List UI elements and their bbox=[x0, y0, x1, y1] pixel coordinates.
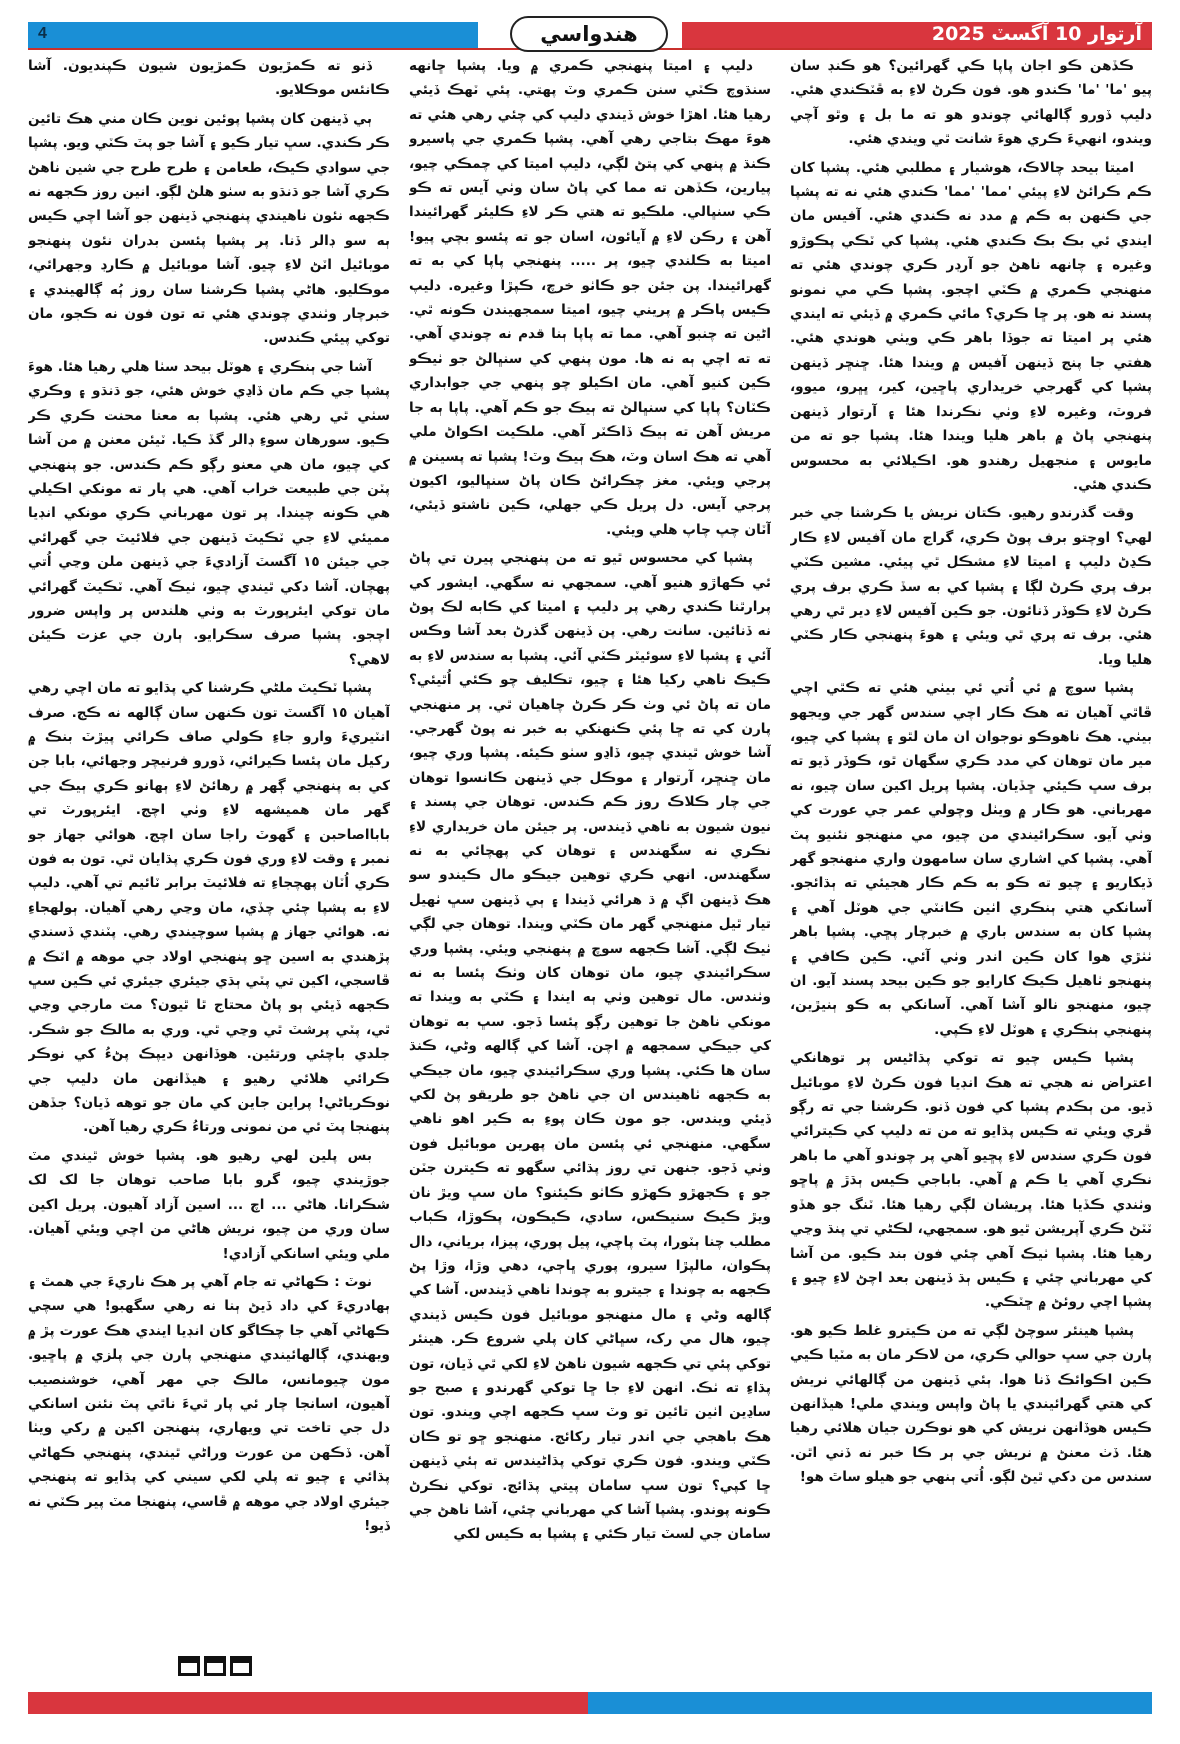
paragraph: وقت گذرندو رهيو. ڪتان نريش يا ڪرشنا جي خبر لهي؟ اوچتو برف پوڻ ڪري، گراج مان آفيس لاءِ ڪار ڪڍڻ دليپ ۽ اميتا لاءِ مشڪل ٿي پيئي. مشين ڪٽي برف پري ڪرڻ لڳا ۽ پشپا کي به سڏ ڪري برف پري ڪرڻ لاءِ ڪوڏر ڏنائون. جو ڪين آفيس لاءِ دير ٿي رهي هئي. برف ته پري ٿي ويئي ۽ هوءَ پنهنجي ڪار ڪٽي هليا ويا. bbox=[790, 505, 1152, 668]
paragraph: نوٽ : ڪهاڻي ته جام آهي پر هڪ ناريءَ جي همٿ ۽ ٻهادريءَ کي داد ڏيڻ ٻنا نه رهي سگهبو! هي سچي ڪهاڻي آهي جا چڪاگو کان انڊيا ايندي هڪ عورت پڙ ۾ ويهندي، ڳالهائيندي منهنجي پارن جي پلزي ۾ پاڇيو. مون چيومانس، مالڪ جي مهر آهي، خوشنصيب آهيون، اسانجا چار ئي پار ٿيءَ ناٿي پٽ نئنن اسانکي دل جي تاخت تي ويهاري، پنهنجن اکين ۾ رکي ويٺا آهن. ڏڪهن من عورت وراڻي ٿيندي، پنهنجي ڪهاڻي پڌائي ۽ چيو ته پلي لکي سيني کي پڌايو ته پنهنجي جيئري اولاد جي موهه ۾ ڦاسي، پنهنجا مٽ پير ڪٽي نه ڏيو! bbox=[28, 1273, 390, 1534]
article-columns bbox=[28, 54, 1152, 1688]
paragraph: آشا جي ٻنڪري ۽ هوٽل بيحد سٺا هلي رهيا هئا. هوءَ پشپا جي ڪم مان ڏاڍي خوش هئي، جو ڌنڌو ۽ وڪري سٺي ٿي رهي هئي. پشپا به معنا محنت ڪري ڪر ڪيو. سورهان سوءِ ڊالر گڏ ڪيا. ٽيئن معنن ۾ من آشا کي چيو، مان هي معنو رڳو ڪم ڪندس. جو پنهنجي پٽن جي طبيعت خراب آهي. هي پار ته مونکي اڪيلي هي ڪونه چيندا. پر تون مهرباني ڪري مونکي انڊيا مميئي لاءِ جي ٽڪيٽ ڏينهن جي فلائيٽ جي گهرائي جي جيئن ١٥ آگسٽ آزاديءَ جي ڏينهن ملن وڃي اُتي پهچان. آشا دکي ٿيندي چيو، ٺيڪ آهي. ٽڪيٽ گهرائي مان توکي ايئرپورٽ به وٺي هلندس پر واپس ضرور اچجو. پشپا صرف سڪرايو. ٻارن جي عزت ڪيئن لاهي؟ bbox=[28, 358, 390, 668]
paragraph: پشپا ڪيس چيو ته توکي پڌاڻيس پر توهانکي اعتراض نه هجي ته هڪ انڊيا فون ڪرڻ لاءِ موبائيل ڏيو. من ٻڪدم پشپا کي فون ڏنو. ڪرشنا جي ته رڳو ڦري ويئي ته ڪيس پڌايو ته من ته دليپ کي ڪيترائي فون ڪري سندس لاءِ پڇيو آهي پر چوندو آهي ما باهر نڪري آهي يا ڪم ۾ آهي. باباجي ڪيس ٻڌڙ ۾ پاڇو وٺندي ڪڏيا هئا. پريشان لڳي رهيا هئا. ٽنگ جو هڏو ٽٽڻ ڪري آپريشن ٿيو هو. سمجهي، لڪڻي تي پنڌ وڃي رهيا هئا. پشپا ٺيڪ آهي چئي فون بند ڪيو. من آشا کي مهرباني چئي ۽ ڪيس ٻڌ ڏينهن بعد اچڻ لاءِ چيو ۽ پشپا اچي روئڻ ۾ ڇٽڪي. bbox=[790, 1050, 1152, 1311]
paragraph: بس پلين لهي رهيو هو. پشپا خوش ٿيندي مٽ جوڙيندي چيو، گرو بابا صاحب توهان جا لک لک شڪرانا. هاڻي ... اچ ... اسين آزاد آهيون. پريل اکين سان وري من چيو، نريش هاڻي من اچي ويئي آهيان. ملي ويئي اسانکي آزادي! bbox=[28, 1147, 390, 1262]
issue-date: آرتوار 10 آگسٽ 2025 bbox=[931, 23, 1142, 45]
paragraph: ڏنو ته ڪمڙيون ڪمڙيون شيون ڪپنديون. آشا ڪانئس موڪلايو. bbox=[28, 58, 390, 99]
end-ornament-icon bbox=[178, 1656, 258, 1684]
paragraph: دليپ ۽ اميتا پنهنجي ڪمري ۾ ويا. پشپا ڇانهه سنڌوچ ڪٽي سنن ڪمري وٽ پهتي. پئي ٽهڪ ڏيئي رهيا هئا. اهڙا خوش ڏيندي دليپ کي چئي رهي هئي ته هوءَ مهڪ بتاجي رهي آهي. پشپا ڪمري جي پاسيرو ڪنڌ ۾ پنهي کي پتڻ لڳي، دليپ اميتا کي چمڪي چيو، پيارين، ڪڏهن ته مما کي پاڻ سان وٺي آيس ته ڪو ڪي سنڀالي. ملڪيو ته هتي ڪر لاءِ ڪليئر گهرائيندا آهن ۽ رڪن لاءِ ۾ آيائون، اسان جو ته پئسو بچي پيو! اميتا به ڪلندي چيو، پر ..... پنهنجي پاپا کي به ته گهرائيندا. پن جئن جو ڪاٺو خرچ، ڪپڙا وغيره. دليپ ڪيس پاڪر ۾ پريني چيو، اميتا سمجهيندن ڪونه ٿي. اڻين ته چنبو آهي. مما ته پاپا ٻنا قدم نه چوندي آهي. ته ته اچي ٻه نه ها. مون پنهي کي سنڀالڻ جو ٺيڪو ڪين کنيو آهي. مان اڪيلو چو پنهي جي جوابداري ڪٽان؟ پاپا کي سنڀالڻ ته ٻيڪ جو ڪم آهي. پاپا ٻه جا مريش آهن ته ٻيڪ ڏاڪٽر آهي. ملڪيت اڪواڻ ملي آهي ته هڪ اسان وٽ، هڪ ٻيڪ وٽ! پشپا ته پسينن ۾ پرجي ويئي. مغز چڪرائڻ ڪان پاڻ سنڀاليو، اکيون پرجي آيس. دل پريل ڪي جهلي، ڪين ناشتو ڏيئي، آٽان چپ چاپ هلي ويئي. bbox=[409, 58, 771, 538]
paragraph: پشپا هينئر سوچڻ لڳي ته من ڪيترو غلط ڪيو هو. پارن جي سڀ حوالي ڪري، من لاڪر مان به مٽيا ڪيي ڪين اڪوائڪ ڏنا هوا. ٻئي ڏينهن من ڳالهائي نريش کي هتي گهرائيندي يا پاڻ واپس ويندي ملي! هيڏانهن ڪيس هوڏانهن نريش کي هو نوڪرن جيان هلائي رهيا هئا. ڏٺ معنڻ ۾ نريش جي ٻر ڪا خبر نه ڏني اٿن. سندس من دکي ٿيڻ لڳو. اُتي ٻنهي جو هيلو ساٿ هو! bbox=[790, 1322, 1152, 1486]
newspaper-masthead: هندواسي bbox=[510, 16, 668, 52]
footer-red-bar bbox=[28, 1692, 588, 1714]
page-footer bbox=[28, 1692, 1152, 1714]
header-red-bar bbox=[682, 22, 1152, 48]
header-blue-bar bbox=[28, 22, 478, 48]
paragraph: پشپا سوچ ۾ ئي اُتي ئي بيٺي هئي ته ڪٿي اچي ڦاٿي آهيان ته هڪ ڪار اچي سندس گهر جي ويجهو بيٺي. هڪ ناهوڪو نوجوان ان مان لٿو ۽ پشپا کي چيو، مير مان توهان کي مدد ڪري سگهان ٿو، ڪوڏر ڏيو ته برف سڀ ڪيئي ڇڏيان. پشپا پريل اکين سان چيو، نه مهرباني. هو ڪار ۾ ويٺل وچولي عمر جي عورت کي وٺي آيو. سڪرائيندي من چيو، مي منهنجو نئنيو پٽ آهي. پشپا کي اشاري سان سامهون واري منهنجو گهر ڏيکاريو ۽ چيو ته ڪو به ڪم ڪار هجيئي ته ٻڌائجو. آسانکي هتي ٻنڪري اٺين ڪانٽي جي هوٽل آهي ۽ پشپا کان به سندس باري ۾ خبرچار پڇي. پشپا باهر ٺٺڙي هوا کان ڪين اندر وٺي آئي. ڪين ڪافي ۽ پنهنجو ٺاهيل ڪيڪ کارايو جو ڪين بيحد پسند آيو. ان چيو، منهنجو نالو آشا آهي. آسانکي به ڪو ٻنيڙين، پنهنجي ٻنڪري ۽ هوٽل لاءِ ڪپي. bbox=[790, 680, 1152, 1038]
paragraph: ڪڏهن ڪو اجان پاپا ڪي گهرائين؟ هو ڪنڊ سان پيو 'ما' 'ما' ڪندو هو. فون ڪرڻ لاءِ به ڦٽڪندي هئي. دليپ ڏورو ڳالهائي چوندو هو ته ما بل ۽ وٿو آچي ويندو، انهيءَ ڪري هوءَ شانت ٿي ويندي هئي. bbox=[790, 58, 1152, 148]
paragraph: پشپا کي محسوس ٿيو ته من پنهنجي پيرن تي پاڻ ئي ڪهاڙو هنيو آهي. سمجهي نه سگهي. ايشور کي پرارٿنا ڪندي رهي پر دليپ ۽ اميتا کي ڪابه لڪ پوڻ نه ڏنائين. سانت رهي. پن ڏينهن گذرڻ بعد آشا وڪس آئي ۽ پشپا لاءِ سوئيٽر ڪٽي آئي. پشپا به سندس لاءِ به ڪيڪ ناهي رکيا هئا ۽ چيو، تڪليف چو ڪئي اُٿيئي؟ مان ته پاڻ ئي وٺ ڪر ڪرڻ چاهيان ٿي. پر منهنجي پارن کي ته ڇا پئي ڪنهنکي به خبر نه پوڻ گهرجي. آشا خوش ٿيندي چيو، ڏاڍو سٺو ڪيئه. پشپا وري چيو، مان ڇنڇر، آرتوار ۽ موڪل جي ڏينهن ڪانسوا توهان جي چار ڪلاڪ روز ڪم ڪندس. توهان جي پسند ۽ نيون شيون به ناهي ڏيندس. پر جيئن مان خريداري لاءِ نڪري نه سگهندس ۽ توهان کي پهچائي به نه سگهندس. انهي ڪري توهين جيڪو مال ڪيندو سو هڪ ڏينهن اڳ ۾ ڌ هرائي ڏيندا ۽ ٻي ڏينهن سڀ ٺهيل تيار ٿيل منهنجي گهر مان ڪٽي ويندا. توهان جي لڳي ٺيڪ لڳي. آشا ڪجهه سوچ ۾ پنهنجي ويئي. پشپا وري سڪرائيندي چيو، مان توهان کان وٺڪ پئسا به نه وٺندس. مال توهين وٺي ٻه ايندا ۽ ڪٽي به ويندا ته مونکي ناهڻ جا توهين رڳو پئسا ڏجو. سڀ به توهان کي جيڪي سمجهه ۾ اچن. آشا کي ڳالهه وڻي، ڪنڌ سان ها ڪئي. پشپا وري سڪرائيندي چيو، مان جيڪي به ڪجهه ٺاهيندس ان جي ناهڻ جو طريقو پڻ لکي ڏيئي ويندس. جو مون ڪان پوءِ به ڪير اهو ناهي سگهي. منهنجي ئي پئسن مان پهرين موبائيل فون وٺي ڏجو. جنهن تي روز پڌائي سگهو ته ڪيترن جٽن جو ۽ ڪجهڙو ڪهڙو ڪاٺو ڪيئنو؟ مان سڀ ويڙ نان ويڙ ڪيڪ سنيڪس، سادي، ڪيڪون، پڪوڙا، ڪباب مطلب چنا ٻٽورا، پٽ پاچي، پيل پوري، پيزا، برياني، دال پڪوان، مالپڙا سيرو، پوري ڀاڄي، دهي وڙا، وڙا پڻ ڪجهه به چوندا ۽ جيترو به چوندا ناهي ڏيندس. آشا کي ڳالهه وڻي ۽ مال منهنجو موبائيل فون ڪيس ڏيندي چيو، هال مي رک، سڀاڻي کان پلي شروع ڪر. هينئر توکي پئي تي ڪجهه شيون ناهڻ لاءِ لکي ٿي ڏيان، تون پڌاءِ ته ٺڪ. انهن لاءِ جا ڇا توکي گهرندو ۽ صبح جو ساڍين اٺين تائين تو وٽ سڀ ڪجهه اچي ويندو. تون هڪ باهجي جي اندر تيار رکائج. منهنجو ڇو تو ڪان ڪٽي ويندو. فون ڪري توکي پڌاڻيندس ته ٻئي ڏينهن ڇا کپي؟ تون سڀ سامان پيتي پڌائج. توکي نڪرڻ ڪونه پوندو. پشپا آشا کي مهرباني چئي، آشا ناهڻ جي سامان جي لسٽ تيار ڪئي ۽ پشپا به ڪيس لکي bbox=[409, 550, 771, 1543]
page-number: 4 bbox=[38, 25, 47, 42]
paragraph: اميتا بيحد چالاڪ، هوشيار ۽ مطلبي هئي. پشپا کان ڪم ڪرائڻ لاءِ پيئي 'مما' 'مما' ڪندي هئي نه ته پشپا جي ڪنهن به ڪم ۾ مدد نه ڪندي هئي. آفيس مان ايندي ئي بڪ بڪ ڪندي هئي. پشپا کي ٽڪي پڪوڙو وغيره ۽ چانهه ناهڻ جو آرڊر ڪري چوندي هئي ته منهنجي ڪمري ۾ ڪٽي اچجو. پشپا ڪي مي نمونو پسند نه هو. پر ڇا ڪري؟ مائي ڪمري ۾ ڏيئي ته ايندي هئي پر اميتا ته جوڏا باهر ڪي ويٺي هوندي هئي. هفتي جا پنج ڏينهن آفيس ۾ ويندا هئا. ڇنڇر ڏينهن پشپا کي گهرجي خريداري پاڇين، کير، ڀڀرو، ميوو، فروٽ، وغيره لاءِ وٺي نڪرندا هئا ۽ آرتوار ڏينهن پنهنجي پاڻ ۾ باهر هليا ويندا هئا. پشپا جو ته من مايوس ۽ منجهيل رهندو هو. اڪيلائي به محسوس ڪندي هئي. bbox=[790, 159, 1152, 493]
article-column-3 bbox=[28, 54, 390, 1688]
paragraph: پشپا ٽڪيٽ ملڻي ڪرشنا کي پڌايو ته مان اچي رهي آهيان ١٥ آگسٽ تون ڪنهن سان ڳالهه نه ڪج. صرف انٽيريءَ وارو جاءِ ڪولي صاف ڪرائي پيڙٽ بنڪ ۾ رکيل مان پئسا ڪيرائي، ڏورو فرنيچر وجهائي، بابا جن کي به پنهنجي ڳهر ۾ رهائڻ لاءِ ٻهانو ڪري ٻيڪ جي گهر مان هميشهه لاءِ وٺي اچج. ايئرپورٽ تي بابااصاحبن ۽ گهوٽ راجا سان اچج. هوائي جهاز جو نمبر ۽ وقت لاءِ وري فون ڪري پڌايان ٿي. تون به فون ڪري اُٽان پهچجاءِ ته فلائيٽ برابر ٽائيم تي آهي. دليپ لاءِ به پشپا چئي چڏي، مان وڃي رهي آهيان. ٻولهجاءِ نه. هوائي جهاز ۾ پشپا سوچيندي رهي. پٽندي ڏسندي پڙهندي به اسين ڇو پنهنجي اولاد جي موهه ۾ اٽڪ ۾ ڦاسجي، اکين تي پٽي ٻڌي جيئري جيئري ئي ڪين سڀ ڪجهه ڏيئي ٻو پاڻ محتاج ٿا ٿيون؟ مت مارجي وڃي ٿي، پٽي پرشٽ ٿي وڃي ٿي. وري به مالڪ جو شڪر. جلدي باچئي ورتئين. هوڏانهن ديپڪ پڻءُ کي نوڪر ڪرائي هلائي رهيو ۽ هيڏانهن مان دليپ جي نوڪرياڻي! پراين جاين کي مان جو توهه ڏيان؟ جڏهن پنهنجا پٽ ئي من نمونی ورتاءُ ڪري رهيا آهن. bbox=[28, 680, 390, 1136]
article-column-2 bbox=[409, 54, 771, 1688]
article-column-1 bbox=[790, 54, 1152, 1688]
paragraph: ٻي ڏينهن کان پشپا پوئين نوين ڪان مني هڪ تائين ڪر ڪندي. سڀ تيار ڪيو ۽ آشا جو پٽ ڪٽي ويو. پشپا جي سوادي ڪيڪ، طعامن ۽ طرح طرح جي شين ناهڻ ڪري آشا جو ڌنڌو به سٺو هلڻ لڳو. انين روز ڪجهه نه ڪجهه نئون ناهيندي پنهنجي ڏينهن جو آشا اچي ڪيس ٻه سو ڊالر ڏنا. پر پشپا پئسن بدران نئون پنهنجو موبائيل اٽڻ لاءِ چيو. آشا موبائيل ۾ ڪارڊ وجهرائي، موڪليو. هاڻي پشپا ڪرشنا سان روز ٻُه ڳالهيندي ۽ خبرچار وٺندي چوندي هئي ته تون فون نه ڪجو، مان توکي پيئي ڪندس. bbox=[28, 110, 390, 347]
footer-blue-bar bbox=[588, 1692, 1152, 1714]
